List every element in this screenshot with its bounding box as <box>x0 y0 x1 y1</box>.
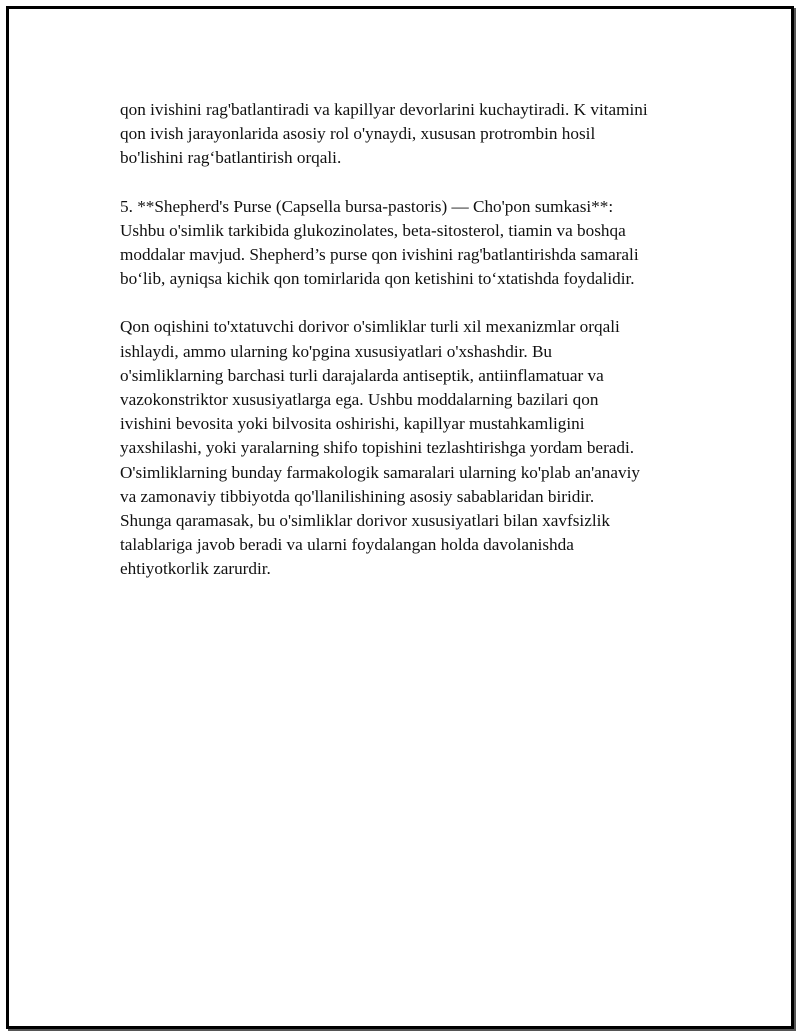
text-line: Qon oqishini to'xtatuvchi dorivor o'simliklar turli xil mexanizmlar orqali <box>120 317 620 337</box>
text-line: ivishini bevosita yoki bilvosita oshirishi, kapillyar mustahkamligini <box>120 414 585 434</box>
text-line: yaxshilashi, yoki yaralarning shifo topishini tezlashtirishga yordam beradi. <box>120 438 635 458</box>
text-line: O'simliklarning bunday farmakologik samaralari ularning ko'plab an'anaviy <box>120 462 640 482</box>
paragraph-vitamin-k <box>120 98 710 171</box>
text-line: moddalar mavjud. Shepherd’s purse qon ivishini rag'batlantirishda samarali <box>120 245 639 265</box>
text-line: qon ivish jarayonlarida asosiy rol o'ynaydi, xususan protrombin hosil <box>120 124 596 144</box>
text-line: Shunga qaramasak, bu o'simliklar dorivor xususiyatlari bilan xavfsizlik <box>120 511 610 531</box>
text-line: talablariga javob beradi va ularni foydalangan holda davolanishda <box>120 535 574 555</box>
text-line: bo‘lib, ayniqsa kichik qon tomirlarida qon ketishini to‘xtatishda foydalidir. <box>120 269 635 289</box>
paragraph-conclusion <box>120 315 710 581</box>
text-line: vazokonstriktor xususiyatlarga ega. Ushbu moddalarning bazilari qon <box>120 390 599 410</box>
text-line: Ushbu o'simlik tarkibida glukozinolates, beta-sitosterol, tiamin va boshqa <box>120 220 626 240</box>
text-line: ehtiyotkorlik zarurdir. <box>120 559 271 579</box>
paragraph-shepherds-purse <box>120 195 710 292</box>
text-line: bo'lishini rag‘batlantirish orqali. <box>120 148 342 168</box>
text-line: qon ivishini rag'batlantiradi va kapillyar devorlarini kuchaytiradi. K vitamini <box>120 100 648 119</box>
document-page <box>6 6 794 1029</box>
text-line: va zamonaviy tibbiyotda qo'llanilishining asosiy sabablaridan biridir. <box>120 486 595 506</box>
text-line: 5. **Shepherd's Purse (Capsella bursa-pastoris) — Cho'pon sumkasi**: <box>120 196 614 216</box>
document-body <box>120 98 710 606</box>
text-line: ishlaydi, ammo ularning ko'pgina xususiyatlari o'xshashdir. Bu <box>120 341 553 361</box>
text-line: o'simliklarning barchasi turli darajalarda antiseptik, antiinflamatuar va <box>120 365 604 385</box>
